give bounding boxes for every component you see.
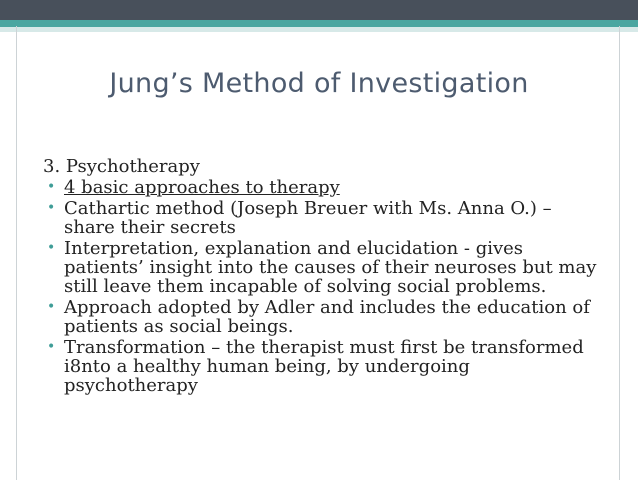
list-item: [43, 298, 603, 336]
bullet-icon: •: [47, 200, 56, 216]
slide-body: [43, 157, 603, 397]
list-item: [43, 178, 603, 197]
slide-title: Jung’s Method of Investigation: [109, 68, 529, 99]
top-dark-band: [0, 0, 638, 20]
bullet-text: 4 basic approaches to therapy: [64, 177, 340, 198]
bullet-text: Approach adopted by Adler and includes the education of patients as social beings.: [64, 297, 590, 337]
list-item: [43, 338, 603, 395]
bullet-text: Transformation – the therapist must first be transformed i8nto a healthy human being, by undergoing psychotherapy: [64, 337, 584, 396]
bullet-icon: •: [47, 299, 56, 315]
bullet-icon: •: [47, 339, 56, 355]
bullet-text: Cathartic method (Joseph Breuer with Ms. Anna O.) – share their secrets: [64, 198, 552, 238]
section-heading: 3. Psychotherapy: [43, 156, 200, 177]
list-item: [43, 239, 603, 296]
bullet-icon: •: [47, 240, 56, 256]
bullet-icon: •: [47, 179, 56, 195]
list-item: [43, 199, 603, 237]
bullet-list: [43, 178, 603, 395]
bullet-text: Interpretation, explanation and elucidation - gives patients’ insight into the causes of their neuroses but may still leave them incapable of solving social problems.: [64, 238, 597, 297]
